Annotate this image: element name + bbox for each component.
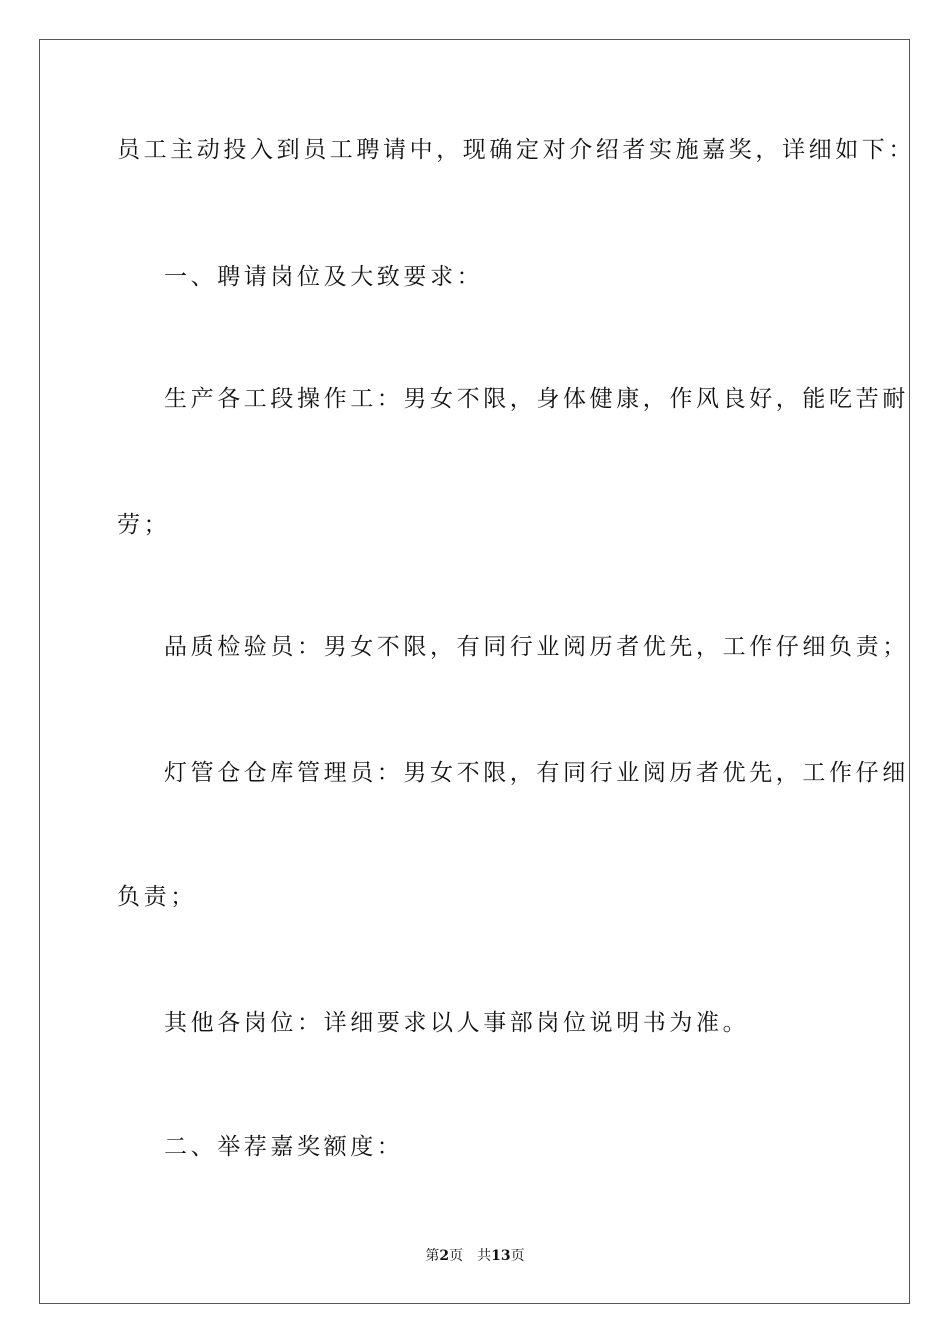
page-number: 2: [439, 1248, 450, 1264]
paragraph-line: 负责；: [117, 884, 197, 910]
total-prefix: 共: [477, 1248, 492, 1264]
section-heading: 一、聘请岗位及大致要求：: [164, 264, 484, 290]
paragraph-line: 其他各岗位：详细要求以人事部岗位说明书为准。: [164, 1010, 750, 1036]
page-suffix: 页: [449, 1248, 464, 1264]
section-heading: 二、举荐嘉奖额度：: [164, 1134, 404, 1160]
paragraph-line: 员工主动投入到员工聘请中，现确定对介绍者实施嘉奖，详细如下：: [117, 137, 915, 163]
paragraph-line: 生产各工段操作工：男女不限，身体健康，作风良好，能吃苦耐: [164, 386, 909, 412]
paragraph-line: 灯管仓仓库管理员：男女不限，有同行业阅历者优先，工作仔细: [164, 760, 909, 786]
page-frame: [39, 39, 910, 1304]
page-footer: [0, 1246, 950, 1266]
paragraph-line: 品质检验员：男女不限，有同行业阅历者优先，工作仔细负责；: [164, 634, 909, 660]
page-prefix: 第: [425, 1248, 440, 1264]
paragraph-line: 劳；: [117, 512, 171, 538]
total-pages: 13: [491, 1248, 511, 1264]
total-suffix: 页: [510, 1248, 525, 1264]
